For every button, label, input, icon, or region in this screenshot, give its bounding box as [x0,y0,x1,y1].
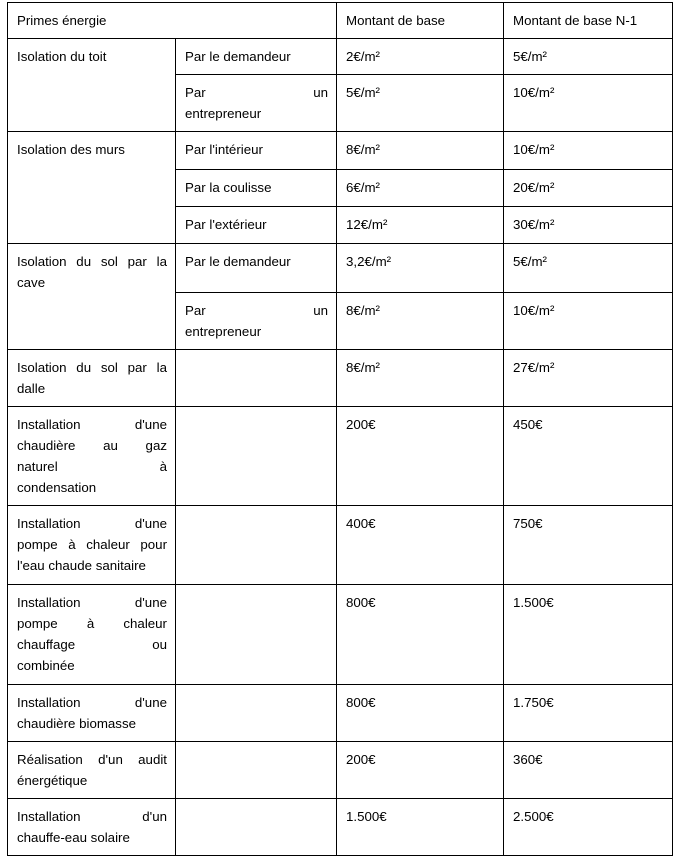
cell-montant-base-n1: 5€/m² [504,244,673,293]
category-line: condensation [17,480,97,495]
category-line: pompe à chaleur [17,616,167,631]
cell-montant-base-n1: 750€ [504,506,673,585]
cell-variant-empty [176,585,337,685]
cell-montant-base-n1: 1.750€ [504,685,673,742]
variant-line: Par l'intérieur [185,142,263,157]
category-line: chaudière au gaz [17,438,167,453]
category-line: Isolation du toit [17,49,107,64]
category-line: Installation d'une [17,695,167,710]
category-line: naturel à [17,459,167,474]
cell-montant-base-n1: 27€/m² [504,350,673,407]
cell-variant-par-un-entrepreneur [176,293,337,350]
variant-line: Par le demandeur [185,254,291,269]
cell-montant-base: 200€ [337,407,504,506]
cell-category-chaudiere-gaz-naturel-condensation [8,407,176,506]
category-line: Isolation du sol par la [17,254,167,269]
cell-variant-par-interieur [176,132,337,170]
cell-montant-base: 8€/m² [337,350,504,407]
cell-montant-base: 200€ [337,742,504,799]
cell-montant-base-n1: 20€/m² [504,170,673,207]
cell-variant-par-la-coulisse [176,170,337,207]
header-cell-primes-energie: Primes énergie [8,3,337,39]
table-row [8,132,673,170]
document-page [0,2,680,850]
cell-montant-base: 800€ [337,685,504,742]
cell-variant-empty [176,506,337,585]
category-line: l'eau chaude sanitaire [17,558,146,573]
table-row [8,799,673,856]
category-line: énergétique [17,773,88,788]
variant-line: Par un [185,85,328,100]
cell-montant-base: 3,2€/m² [337,244,504,293]
table-row [8,407,673,506]
category-line: dalle [17,381,46,396]
header-cell-montant-de-base-n1: Montant de base N-1 [504,3,673,39]
table-row [8,585,673,685]
cell-montant-base: 400€ [337,506,504,585]
cell-variant-empty [176,799,337,856]
category-line: Réalisation d'un audit [17,752,167,767]
cell-montant-base: 8€/m² [337,293,504,350]
cell-montant-base: 8€/m² [337,132,504,170]
cell-montant-base: 800€ [337,585,504,685]
cell-variant-empty [176,685,337,742]
cell-category-pompe-chaleur-eau-chaude-sanitaire [8,506,176,585]
category-line: combinée [17,658,75,673]
cell-category-chauffe-eau-solaire [8,799,176,856]
category-line: pompe à chaleur pour [17,537,167,552]
cell-montant-base: 12€/m² [337,207,504,244]
cell-category-isolation-du-toit [8,39,176,132]
cell-montant-base-n1: 450€ [504,407,673,506]
category-line: Installation d'une [17,417,167,432]
category-line: Isolation des murs [17,142,125,157]
category-line: Installation d'un [17,809,167,824]
variant-line: Par un [185,303,328,318]
cell-variant-empty [176,350,337,407]
table-header-row [8,3,673,39]
header-cell-montant-de-base: Montant de base [337,3,504,39]
cell-variant-empty [176,742,337,799]
cell-montant-base: 5€/m² [337,75,504,132]
cell-variant-par-le-demandeur [176,39,337,75]
table-row [8,244,673,293]
table-row [8,39,673,75]
variant-line: Par la coulisse [185,180,272,195]
variant-line: Par le demandeur [185,49,291,64]
cell-category-audit-energetique [8,742,176,799]
category-line: Installation d'une [17,595,167,610]
cell-montant-base: 2€/m² [337,39,504,75]
primes-energie-table [7,2,673,856]
cell-montant-base-n1: 10€/m² [504,75,673,132]
cell-category-chaudiere-biomasse [8,685,176,742]
cell-montant-base-n1: 1.500€ [504,585,673,685]
category-line: chauffage ou [17,637,167,652]
cell-variant-par-le-demandeur [176,244,337,293]
category-line: chaudière biomasse [17,716,137,731]
cell-category-pompe-chaleur-chauffage-combinee [8,585,176,685]
cell-variant-empty [176,407,337,506]
variant-line: Par l'extérieur [185,217,267,232]
cell-category-isolation-du-sol-par-la-cave [8,244,176,350]
cell-montant-base-n1: 30€/m² [504,207,673,244]
variant-line: entrepreneur [185,324,262,339]
category-line: Installation d'une [17,516,167,531]
table-row [8,506,673,585]
cell-montant-base-n1: 5€/m² [504,39,673,75]
cell-montant-base-n1: 10€/m² [504,293,673,350]
category-line: chauffe-eau solaire [17,830,130,845]
cell-category-isolation-des-murs [8,132,176,244]
table-row [8,742,673,799]
cell-montant-base-n1: 10€/m² [504,132,673,170]
cell-montant-base-n1: 2.500€ [504,799,673,856]
table-row [8,350,673,407]
cell-variant-par-un-entrepreneur [176,75,337,132]
cell-montant-base: 6€/m² [337,170,504,207]
category-line: cave [17,275,46,290]
table-row [8,685,673,742]
cell-montant-base: 1.500€ [337,799,504,856]
variant-line: entrepreneur [185,106,262,121]
cell-variant-par-exterieur [176,207,337,244]
category-line: Isolation du sol par la [17,360,167,375]
cell-montant-base-n1: 360€ [504,742,673,799]
cell-category-isolation-du-sol-par-la-dalle [8,350,176,407]
